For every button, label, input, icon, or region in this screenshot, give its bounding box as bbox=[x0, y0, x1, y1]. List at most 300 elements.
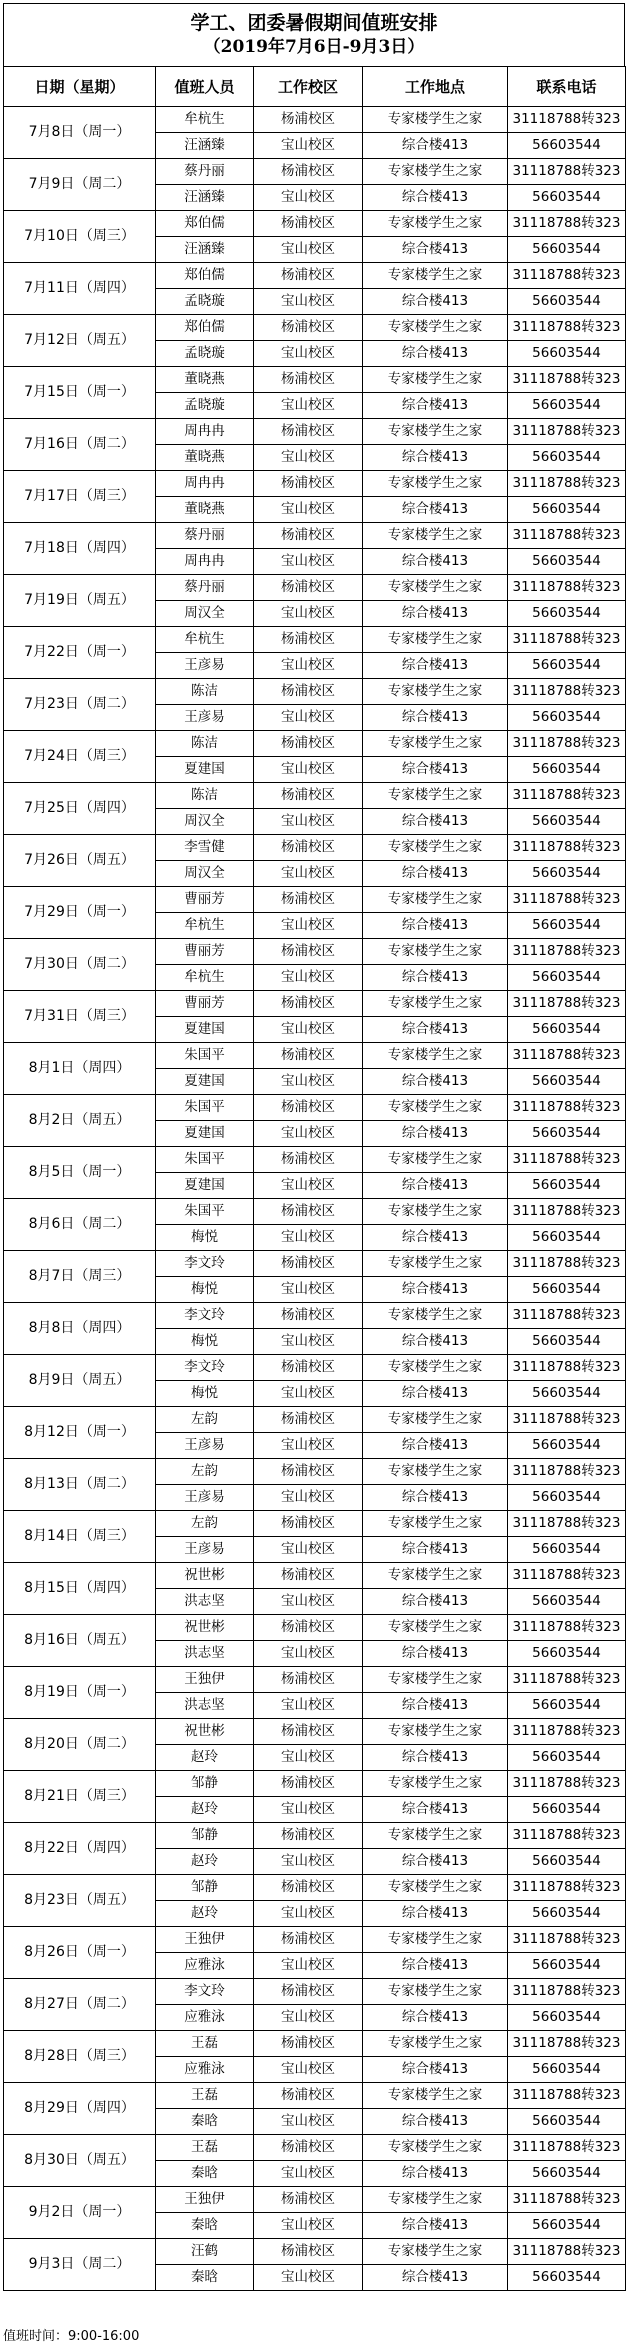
campus-cell: 杨浦校区 bbox=[254, 2083, 363, 2109]
date-cell: 8月15日（周四） bbox=[4, 1563, 156, 1615]
table-row bbox=[4, 1199, 626, 1225]
phone-cell: 56603544 bbox=[508, 913, 626, 939]
campus-cell: 宝山校区 bbox=[254, 601, 363, 627]
staff-cell: 郑伯儒 bbox=[156, 315, 254, 341]
phone-cell: 31118788转323 bbox=[508, 627, 626, 653]
phone-cell: 31118788转323 bbox=[508, 211, 626, 237]
staff-cell: 蔡丹丽 bbox=[156, 523, 254, 549]
staff-cell: 周汉全 bbox=[156, 809, 254, 835]
campus-cell: 杨浦校区 bbox=[254, 1043, 363, 1069]
campus-cell: 宝山校区 bbox=[254, 1225, 363, 1251]
table-row bbox=[4, 1407, 626, 1433]
campus-cell: 宝山校区 bbox=[254, 1953, 363, 1979]
campus-cell: 宝山校区 bbox=[254, 2005, 363, 2031]
table-row bbox=[4, 211, 626, 237]
location-cell: 专家楼学生之家 bbox=[363, 2187, 508, 2213]
location-cell: 专家楼学生之家 bbox=[363, 1927, 508, 1953]
phone-cell: 56603544 bbox=[508, 601, 626, 627]
location-cell: 综合楼413 bbox=[363, 809, 508, 835]
table-row bbox=[4, 1615, 626, 1641]
staff-cell: 牟杭生 bbox=[156, 913, 254, 939]
campus-cell: 杨浦校区 bbox=[254, 1615, 363, 1641]
location-cell: 专家楼学生之家 bbox=[363, 1511, 508, 1537]
location-cell: 专家楼学生之家 bbox=[363, 2239, 508, 2265]
staff-cell: 牟杭生 bbox=[156, 107, 254, 133]
campus-cell: 杨浦校区 bbox=[254, 1927, 363, 1953]
table-row bbox=[4, 627, 626, 653]
date-cell: 7月8日（周一） bbox=[4, 107, 156, 159]
staff-cell: 秦晗 bbox=[156, 2161, 254, 2187]
staff-cell: 朱国平 bbox=[156, 1043, 254, 1069]
location-cell: 综合楼413 bbox=[363, 1797, 508, 1823]
date-cell: 7月30日（周二） bbox=[4, 939, 156, 991]
campus-cell: 宝山校区 bbox=[254, 757, 363, 783]
date-cell: 8月26日（周一） bbox=[4, 1927, 156, 1979]
phone-cell: 31118788转323 bbox=[508, 471, 626, 497]
date-cell: 7月17日（周三） bbox=[4, 471, 156, 523]
location-cell: 专家楼学生之家 bbox=[363, 1147, 508, 1173]
staff-cell: 王独伊 bbox=[156, 2187, 254, 2213]
campus-cell: 杨浦校区 bbox=[254, 1667, 363, 1693]
table-row bbox=[4, 107, 626, 133]
phone-cell: 31118788转323 bbox=[508, 835, 626, 861]
date-cell: 7月10日（周三） bbox=[4, 211, 156, 263]
campus-cell: 杨浦校区 bbox=[254, 887, 363, 913]
campus-cell: 杨浦校区 bbox=[254, 575, 363, 601]
campus-cell: 宝山校区 bbox=[254, 861, 363, 887]
staff-cell: 周汉全 bbox=[156, 861, 254, 887]
date-cell: 8月14日（周三） bbox=[4, 1511, 156, 1563]
staff-cell: 王磊 bbox=[156, 2031, 254, 2057]
staff-cell: 夏建国 bbox=[156, 1017, 254, 1043]
campus-cell: 宝山校区 bbox=[254, 237, 363, 263]
phone-cell: 56603544 bbox=[508, 2265, 626, 2291]
campus-cell: 杨浦校区 bbox=[254, 471, 363, 497]
campus-cell: 杨浦校区 bbox=[254, 419, 363, 445]
staff-cell: 孟晓璇 bbox=[156, 289, 254, 315]
campus-cell: 宝山校区 bbox=[254, 653, 363, 679]
table-row bbox=[4, 1251, 626, 1277]
phone-cell: 56603544 bbox=[508, 1433, 626, 1459]
date-cell: 7月9日（周二） bbox=[4, 159, 156, 211]
campus-cell: 杨浦校区 bbox=[254, 211, 363, 237]
location-cell: 综合楼413 bbox=[363, 757, 508, 783]
table-row bbox=[4, 2083, 626, 2109]
location-cell: 综合楼413 bbox=[363, 2109, 508, 2135]
phone-cell: 31118788转323 bbox=[508, 1355, 626, 1381]
location-cell: 专家楼学生之家 bbox=[363, 471, 508, 497]
location-cell: 专家楼学生之家 bbox=[363, 575, 508, 601]
table-row bbox=[4, 1095, 626, 1121]
staff-cell: 应雅泳 bbox=[156, 2005, 254, 2031]
location-cell: 综合楼413 bbox=[363, 861, 508, 887]
campus-cell: 杨浦校区 bbox=[254, 315, 363, 341]
table-row bbox=[4, 887, 626, 913]
location-cell: 专家楼学生之家 bbox=[363, 211, 508, 237]
table-row bbox=[4, 1511, 626, 1537]
date-cell: 7月15日（周一） bbox=[4, 367, 156, 419]
date-cell: 7月24日（周三） bbox=[4, 731, 156, 783]
location-cell: 综合楼413 bbox=[363, 1433, 508, 1459]
location-cell: 综合楼413 bbox=[363, 1901, 508, 1927]
staff-cell: 汪涵臻 bbox=[156, 185, 254, 211]
table-row bbox=[4, 2187, 626, 2213]
staff-cell: 洪志坚 bbox=[156, 1589, 254, 1615]
phone-cell: 56603544 bbox=[508, 653, 626, 679]
location-cell: 综合楼413 bbox=[363, 2265, 508, 2291]
staff-cell: 汪涵臻 bbox=[156, 133, 254, 159]
phone-cell: 31118788转323 bbox=[508, 2135, 626, 2161]
location-cell: 专家楼学生之家 bbox=[363, 315, 508, 341]
staff-cell: 牟杭生 bbox=[156, 627, 254, 653]
location-cell: 综合楼413 bbox=[363, 1121, 508, 1147]
phone-cell: 31118788转323 bbox=[508, 1147, 626, 1173]
phone-cell: 56603544 bbox=[508, 1953, 626, 1979]
location-cell: 综合楼413 bbox=[363, 1589, 508, 1615]
phone-cell: 56603544 bbox=[508, 1589, 626, 1615]
header-campus: 工作校区 bbox=[254, 67, 363, 107]
phone-cell: 56603544 bbox=[508, 1641, 626, 1667]
campus-cell: 杨浦校区 bbox=[254, 731, 363, 757]
table-body bbox=[4, 107, 626, 2291]
location-cell: 综合楼413 bbox=[363, 705, 508, 731]
staff-cell: 王彦易 bbox=[156, 705, 254, 731]
location-cell: 综合楼413 bbox=[363, 1745, 508, 1771]
phone-cell: 31118788转323 bbox=[508, 1875, 626, 1901]
table-row bbox=[4, 263, 626, 289]
staff-cell: 祝世彬 bbox=[156, 1615, 254, 1641]
staff-cell: 王彦易 bbox=[156, 1537, 254, 1563]
staff-cell: 李雪健 bbox=[156, 835, 254, 861]
table-row bbox=[4, 1563, 626, 1589]
location-cell: 综合楼413 bbox=[363, 1953, 508, 1979]
location-cell: 专家楼学生之家 bbox=[363, 1459, 508, 1485]
staff-cell: 王彦易 bbox=[156, 1433, 254, 1459]
phone-cell: 31118788转323 bbox=[508, 575, 626, 601]
staff-cell: 汪鹤 bbox=[156, 2239, 254, 2265]
title-box bbox=[3, 3, 625, 66]
phone-cell: 31118788转323 bbox=[508, 2083, 626, 2109]
staff-cell: 应雅泳 bbox=[156, 2057, 254, 2083]
table-row bbox=[4, 575, 626, 601]
campus-cell: 杨浦校区 bbox=[254, 1459, 363, 1485]
table-row bbox=[4, 159, 626, 185]
location-cell: 综合楼413 bbox=[363, 2005, 508, 2031]
table-row bbox=[4, 1667, 626, 1693]
location-cell: 专家楼学生之家 bbox=[363, 1095, 508, 1121]
date-cell: 9月2日（周一） bbox=[4, 2187, 156, 2239]
staff-cell: 邹静 bbox=[156, 1875, 254, 1901]
location-cell: 专家楼学生之家 bbox=[363, 1667, 508, 1693]
phone-cell: 56603544 bbox=[508, 341, 626, 367]
location-cell: 综合楼413 bbox=[363, 1537, 508, 1563]
table-row bbox=[4, 1459, 626, 1485]
phone-cell: 56603544 bbox=[508, 2005, 626, 2031]
staff-cell: 牟杭生 bbox=[156, 965, 254, 991]
phone-cell: 56603544 bbox=[508, 445, 626, 471]
table-row bbox=[4, 523, 626, 549]
campus-cell: 宝山校区 bbox=[254, 341, 363, 367]
phone-cell: 31118788转323 bbox=[508, 2239, 626, 2265]
staff-cell: 董晓燕 bbox=[156, 367, 254, 393]
location-cell: 综合楼413 bbox=[363, 2213, 508, 2239]
date-cell: 7月12日（周五） bbox=[4, 315, 156, 367]
date-cell: 8月20日（周二） bbox=[4, 1719, 156, 1771]
date-cell: 7月16日（周二） bbox=[4, 419, 156, 471]
phone-cell: 56603544 bbox=[508, 705, 626, 731]
location-cell: 综合楼413 bbox=[363, 653, 508, 679]
phone-cell: 31118788转323 bbox=[508, 1199, 626, 1225]
date-cell: 9月3日（周二） bbox=[4, 2239, 156, 2291]
phone-cell: 31118788转323 bbox=[508, 679, 626, 705]
staff-cell: 周冉冉 bbox=[156, 419, 254, 445]
phone-cell: 56603544 bbox=[508, 861, 626, 887]
location-cell: 专家楼学生之家 bbox=[363, 2135, 508, 2161]
staff-cell: 曹丽芳 bbox=[156, 939, 254, 965]
phone-cell: 31118788转323 bbox=[508, 159, 626, 185]
date-cell: 8月6日（周二） bbox=[4, 1199, 156, 1251]
campus-cell: 宝山校区 bbox=[254, 1641, 363, 1667]
staff-cell: 曹丽芳 bbox=[156, 887, 254, 913]
campus-cell: 宝山校区 bbox=[254, 1537, 363, 1563]
staff-cell: 蔡丹丽 bbox=[156, 575, 254, 601]
phone-cell: 56603544 bbox=[508, 757, 626, 783]
staff-cell: 李文玲 bbox=[156, 1355, 254, 1381]
phone-cell: 56603544 bbox=[508, 1225, 626, 1251]
phone-cell: 56603544 bbox=[508, 1901, 626, 1927]
phone-cell: 56603544 bbox=[508, 549, 626, 575]
phone-cell: 56603544 bbox=[508, 1797, 626, 1823]
location-cell: 专家楼学生之家 bbox=[363, 991, 508, 1017]
phone-cell: 31118788转323 bbox=[508, 731, 626, 757]
staff-cell: 秦晗 bbox=[156, 2109, 254, 2135]
location-cell: 综合楼413 bbox=[363, 1277, 508, 1303]
location-cell: 综合楼413 bbox=[363, 1225, 508, 1251]
campus-cell: 宝山校区 bbox=[254, 289, 363, 315]
date-cell: 7月18日（周四） bbox=[4, 523, 156, 575]
staff-cell: 秦晗 bbox=[156, 2265, 254, 2291]
phone-cell: 56603544 bbox=[508, 965, 626, 991]
phone-cell: 56603544 bbox=[508, 497, 626, 523]
campus-cell: 杨浦校区 bbox=[254, 835, 363, 861]
schedule-document bbox=[3, 3, 625, 2291]
location-cell: 综合楼413 bbox=[363, 1641, 508, 1667]
staff-cell: 梅悦 bbox=[156, 1329, 254, 1355]
location-cell: 专家楼学生之家 bbox=[363, 1407, 508, 1433]
phone-cell: 31118788转323 bbox=[508, 523, 626, 549]
table-row bbox=[4, 367, 626, 393]
phone-cell: 56603544 bbox=[508, 1173, 626, 1199]
staff-cell: 朱国平 bbox=[156, 1199, 254, 1225]
location-cell: 专家楼学生之家 bbox=[363, 835, 508, 861]
phone-cell: 56603544 bbox=[508, 1329, 626, 1355]
phone-cell: 31118788转323 bbox=[508, 991, 626, 1017]
date-cell: 8月16日（周五） bbox=[4, 1615, 156, 1667]
campus-cell: 宝山校区 bbox=[254, 445, 363, 471]
location-cell: 综合楼413 bbox=[363, 1069, 508, 1095]
campus-cell: 杨浦校区 bbox=[254, 991, 363, 1017]
staff-cell: 祝世彬 bbox=[156, 1719, 254, 1745]
location-cell: 专家楼学生之家 bbox=[363, 2083, 508, 2109]
table-row bbox=[4, 1979, 626, 2005]
duty-table bbox=[3, 66, 626, 2291]
phone-cell: 31118788转323 bbox=[508, 2031, 626, 2057]
table-row bbox=[4, 835, 626, 861]
phone-cell: 56603544 bbox=[508, 1485, 626, 1511]
date-cell: 8月5日（周一） bbox=[4, 1147, 156, 1199]
location-cell: 综合楼413 bbox=[363, 965, 508, 991]
location-cell: 专家楼学生之家 bbox=[363, 939, 508, 965]
phone-cell: 31118788转323 bbox=[508, 1459, 626, 1485]
table-row bbox=[4, 1875, 626, 1901]
staff-cell: 周冉冉 bbox=[156, 471, 254, 497]
staff-cell: 赵玲 bbox=[156, 1797, 254, 1823]
phone-cell: 31118788转323 bbox=[508, 939, 626, 965]
location-cell: 专家楼学生之家 bbox=[363, 1875, 508, 1901]
location-cell: 综合楼413 bbox=[363, 1693, 508, 1719]
campus-cell: 宝山校区 bbox=[254, 1693, 363, 1719]
campus-cell: 宝山校区 bbox=[254, 2161, 363, 2187]
campus-cell: 杨浦校区 bbox=[254, 159, 363, 185]
campus-cell: 杨浦校区 bbox=[254, 2239, 363, 2265]
campus-cell: 宝山校区 bbox=[254, 2265, 363, 2291]
date-cell: 8月7日（周三） bbox=[4, 1251, 156, 1303]
campus-cell: 宝山校区 bbox=[254, 1433, 363, 1459]
campus-cell: 宝山校区 bbox=[254, 1329, 363, 1355]
staff-cell: 王彦易 bbox=[156, 1485, 254, 1511]
date-cell: 8月9日（周五） bbox=[4, 1355, 156, 1407]
campus-cell: 宝山校区 bbox=[254, 1173, 363, 1199]
phone-cell: 56603544 bbox=[508, 2213, 626, 2239]
location-cell: 综合楼413 bbox=[363, 185, 508, 211]
date-cell: 7月22日（周一） bbox=[4, 627, 156, 679]
phone-cell: 56603544 bbox=[508, 1069, 626, 1095]
phone-cell: 31118788转323 bbox=[508, 1615, 626, 1641]
page-title: 学工、团委暑假期间值班安排 bbox=[190, 12, 438, 34]
staff-cell: 应雅泳 bbox=[156, 1953, 254, 1979]
location-cell: 专家楼学生之家 bbox=[363, 1979, 508, 2005]
campus-cell: 宝山校区 bbox=[254, 913, 363, 939]
campus-cell: 宝山校区 bbox=[254, 1017, 363, 1043]
campus-cell: 杨浦校区 bbox=[254, 2187, 363, 2213]
campus-cell: 杨浦校区 bbox=[254, 1771, 363, 1797]
phone-cell: 31118788转323 bbox=[508, 367, 626, 393]
date-cell: 8月27日（周二） bbox=[4, 1979, 156, 2031]
campus-cell: 杨浦校区 bbox=[254, 107, 363, 133]
date-cell: 7月25日（周四） bbox=[4, 783, 156, 835]
date-cell: 7月11日（周四） bbox=[4, 263, 156, 315]
staff-cell: 王磊 bbox=[156, 2135, 254, 2161]
staff-cell: 祝世彬 bbox=[156, 1563, 254, 1589]
campus-cell: 杨浦校区 bbox=[254, 1563, 363, 1589]
location-cell: 综合楼413 bbox=[363, 2057, 508, 2083]
table-row bbox=[4, 679, 626, 705]
table-row bbox=[4, 731, 626, 757]
phone-cell: 56603544 bbox=[508, 2161, 626, 2187]
table-row bbox=[4, 1355, 626, 1381]
campus-cell: 宝山校区 bbox=[254, 1745, 363, 1771]
campus-cell: 宝山校区 bbox=[254, 2213, 363, 2239]
date-cell: 8月8日（周四） bbox=[4, 1303, 156, 1355]
campus-cell: 宝山校区 bbox=[254, 185, 363, 211]
staff-cell: 梅悦 bbox=[156, 1225, 254, 1251]
staff-cell: 陈洁 bbox=[156, 679, 254, 705]
phone-cell: 56603544 bbox=[508, 289, 626, 315]
staff-cell: 汪涵臻 bbox=[156, 237, 254, 263]
header-phone: 联系电话 bbox=[508, 67, 626, 107]
staff-cell: 李文玲 bbox=[156, 1979, 254, 2005]
phone-cell: 31118788转323 bbox=[508, 1563, 626, 1589]
staff-cell: 左韵 bbox=[156, 1511, 254, 1537]
phone-cell: 31118788转323 bbox=[508, 1667, 626, 1693]
phone-cell: 56603544 bbox=[508, 809, 626, 835]
location-cell: 专家楼学生之家 bbox=[363, 1615, 508, 1641]
staff-cell: 梅悦 bbox=[156, 1381, 254, 1407]
table-row bbox=[4, 1927, 626, 1953]
table-row bbox=[4, 783, 626, 809]
location-cell: 综合楼413 bbox=[363, 913, 508, 939]
table-row bbox=[4, 1147, 626, 1173]
phone-cell: 56603544 bbox=[508, 2057, 626, 2083]
location-cell: 综合楼413 bbox=[363, 1485, 508, 1511]
staff-cell: 朱国平 bbox=[156, 1095, 254, 1121]
campus-cell: 杨浦校区 bbox=[254, 263, 363, 289]
staff-cell: 夏建国 bbox=[156, 757, 254, 783]
phone-cell: 56603544 bbox=[508, 185, 626, 211]
phone-cell: 31118788转323 bbox=[508, 783, 626, 809]
staff-cell: 邹静 bbox=[156, 1823, 254, 1849]
location-cell: 专家楼学生之家 bbox=[363, 159, 508, 185]
phone-cell: 31118788转323 bbox=[508, 1251, 626, 1277]
location-cell: 综合楼413 bbox=[363, 341, 508, 367]
location-cell: 专家楼学生之家 bbox=[363, 367, 508, 393]
phone-cell: 31118788转323 bbox=[508, 1823, 626, 1849]
location-cell: 专家楼学生之家 bbox=[363, 263, 508, 289]
phone-cell: 31118788转323 bbox=[508, 1511, 626, 1537]
phone-cell: 56603544 bbox=[508, 1121, 626, 1147]
campus-cell: 杨浦校区 bbox=[254, 1355, 363, 1381]
staff-cell: 董晓燕 bbox=[156, 497, 254, 523]
phone-cell: 56603544 bbox=[508, 1849, 626, 1875]
header-date: 日期（星期） bbox=[4, 67, 156, 107]
location-cell: 专家楼学生之家 bbox=[363, 887, 508, 913]
phone-cell: 56603544 bbox=[508, 1017, 626, 1043]
table-header-row bbox=[4, 67, 626, 107]
campus-cell: 宝山校区 bbox=[254, 809, 363, 835]
table-row bbox=[4, 1823, 626, 1849]
date-cell: 8月21日（周三） bbox=[4, 1771, 156, 1823]
location-cell: 专家楼学生之家 bbox=[363, 2031, 508, 2057]
staff-cell: 赵玲 bbox=[156, 1849, 254, 1875]
campus-cell: 宝山校区 bbox=[254, 1901, 363, 1927]
location-cell: 综合楼413 bbox=[363, 601, 508, 627]
table-row bbox=[4, 2031, 626, 2057]
date-cell: 8月1日（周四） bbox=[4, 1043, 156, 1095]
location-cell: 综合楼413 bbox=[363, 1017, 508, 1043]
campus-cell: 宝山校区 bbox=[254, 393, 363, 419]
date-cell: 7月31日（周三） bbox=[4, 991, 156, 1043]
staff-cell: 蔡丹丽 bbox=[156, 159, 254, 185]
staff-cell: 王独伊 bbox=[156, 1927, 254, 1953]
staff-cell: 陈洁 bbox=[156, 783, 254, 809]
campus-cell: 杨浦校区 bbox=[254, 679, 363, 705]
date-cell: 8月29日（周四） bbox=[4, 2083, 156, 2135]
header-staff: 值班人员 bbox=[156, 67, 254, 107]
location-cell: 综合楼413 bbox=[363, 1381, 508, 1407]
date-cell: 7月29日（周一） bbox=[4, 887, 156, 939]
campus-cell: 宝山校区 bbox=[254, 1069, 363, 1095]
date-cell: 8月19日（周一） bbox=[4, 1667, 156, 1719]
